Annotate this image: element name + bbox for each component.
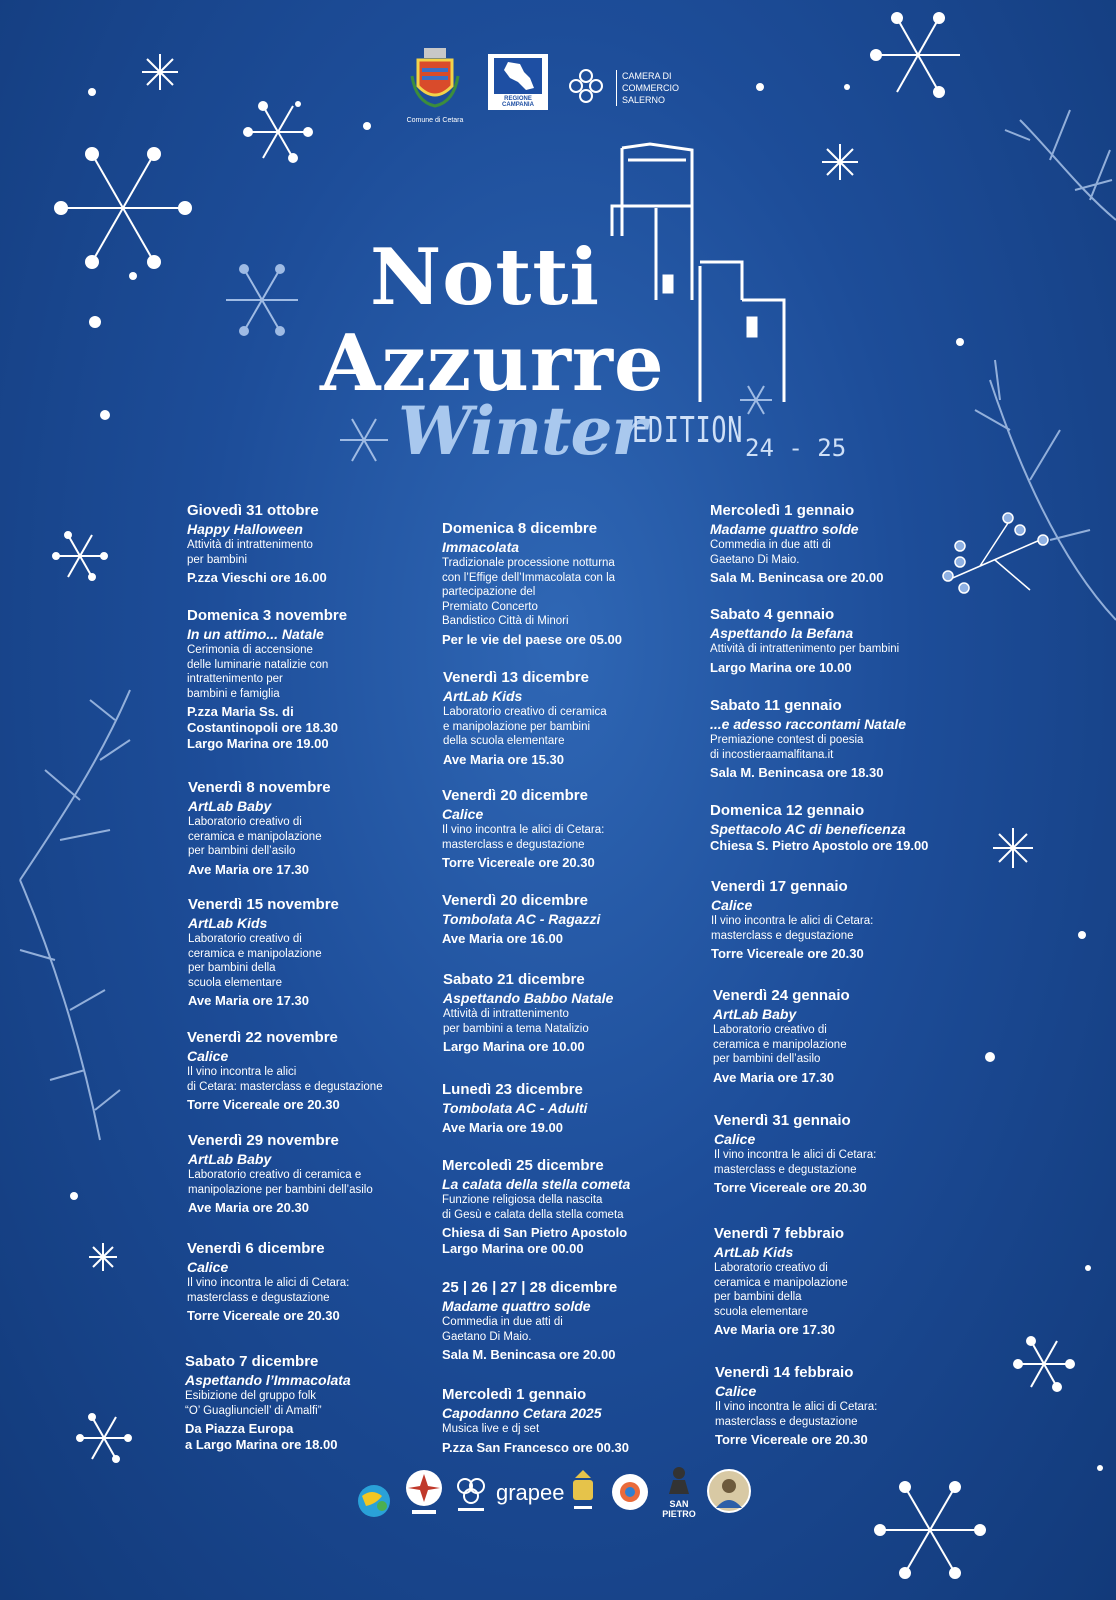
event-date: Venerdì 6 dicembre [187, 1240, 325, 1257]
event-place: Per le vie del paese ore 05.00 [442, 631, 622, 647]
event-desc: Il vino incontra le alici di Cetara: masterclass e degustazione [187, 1277, 350, 1304]
event-desc: Esibizione del gruppo folk “O’ Guagliunciell’ di Amalfi” [185, 1390, 322, 1417]
camera-line1: CAMERA DI COMMERCIO [622, 71, 679, 93]
event-item [442, 787, 704, 871]
event-desc: Tradizionale processione notturna con l’Effige dell’Immacolata con la partecipazione del Premiato Concerto Bandistico Città di Minori [442, 557, 616, 628]
event-place: Sala M. Benincasa ore 20.00 [710, 570, 884, 586]
snowflake-icon [993, 828, 1033, 868]
event-item [710, 697, 990, 781]
event-place: Sala M. Benincasa ore 18.30 [710, 765, 884, 781]
event-item [714, 1112, 976, 1196]
cetara-caption: Comune di Cetara [406, 117, 464, 124]
event-place: Largo Marina ore 10.00 [710, 659, 852, 675]
event-title: Calice [715, 1383, 757, 1399]
sponsor-emblem-icon [402, 1466, 446, 1520]
event-title: Aspettando l’Immacolata [185, 1372, 351, 1388]
event-title: Aspettando Babbo Natale [443, 990, 614, 1006]
event-title: Calice [442, 806, 484, 822]
event-date: Venerdì 7 febbraio [714, 1225, 845, 1242]
logo-camera-commercio [566, 66, 726, 106]
event-title: ArtLab Baby [188, 798, 272, 814]
event-desc: Commedia in due atti di Gaetano Di Maio. [710, 539, 831, 566]
snowflake-icon [740, 386, 772, 414]
event-place: Ave Maria ore 15.30 [443, 751, 564, 767]
regione-caption: REGIONE CAMPANIA [502, 96, 534, 108]
event-item [713, 987, 975, 1086]
event-date: Venerdì 22 novembre [187, 1029, 338, 1046]
event-item [715, 1364, 977, 1448]
event-place: Sala M. Benincasa ore 20.00 [442, 1347, 616, 1363]
event-date: Mercoledì 1 gennaio [710, 502, 855, 519]
event-title: ArtLab Baby [188, 1151, 272, 1167]
event-item [443, 971, 705, 1055]
event-date: Sabato 4 gennaio [710, 606, 835, 623]
event-title: Spettacolo AC di beneficenza [710, 821, 906, 837]
event-title: Calice [714, 1131, 756, 1147]
event-desc: Laboratorio creativo di ceramica e manipolazione per bambini dell’asilo [188, 1169, 373, 1196]
event-date: Mercoledì 1 gennaio [442, 1386, 587, 1403]
event-desc: Laboratorio creativo di ceramica e manipolazione per bambini della scuola elementare [443, 706, 607, 748]
event-place: Largo Marina ore 10.00 [443, 1039, 585, 1055]
snowflake-icon [875, 1482, 985, 1578]
event-date: Venerdì 13 dicembre [443, 669, 589, 686]
event-title: ArtLab Baby [713, 1006, 797, 1022]
event-title: Happy Halloween [187, 521, 303, 537]
event-title: Calice [711, 897, 753, 913]
event-item [188, 1132, 450, 1216]
event-date: Venerdì 29 novembre [188, 1132, 339, 1149]
event-date: Domenica 3 novembre [187, 607, 348, 624]
event-item [442, 1157, 712, 1257]
event-item [187, 1029, 437, 1113]
event-title: ArtLab Kids [714, 1244, 794, 1260]
event-item [710, 502, 972, 586]
event-title: ArtLab Kids [443, 688, 523, 704]
event-title: ...e adesso raccontami Natale [710, 716, 907, 732]
event-date: Domenica 8 dicembre [442, 520, 598, 537]
snowflake-icon [77, 1414, 131, 1462]
event-item [187, 502, 449, 586]
event-item [185, 1353, 447, 1453]
event-item [442, 520, 704, 648]
event-item [442, 1279, 704, 1363]
event-desc: Laboratorio creativo di ceramica e manipolazione per bambini della scuola elementare [188, 933, 322, 989]
event-item [188, 779, 450, 878]
event-desc: Laboratorio creativo di ceramica e manipolazione per bambini dell’asilo [188, 816, 322, 858]
event-item [710, 606, 972, 676]
event-place: Ave Maria ore 19.00 [442, 1120, 563, 1135]
snowflake-icon [89, 1243, 117, 1271]
sponsor-logos [350, 1462, 770, 1522]
event-date: Venerdì 20 dicembre [442, 787, 588, 804]
san-pietro-label: SAN PIETRO [662, 1499, 696, 1519]
institutional-logos [0, 40, 1116, 130]
papal-crest-icon [566, 1468, 600, 1520]
event-place: Ave Maria ore 17.30 [714, 1322, 835, 1338]
event-date: Venerdì 17 gennaio [711, 878, 848, 895]
event-place: Ave Maria ore 20.30 [188, 1200, 309, 1216]
event-place: Ave Maria ore 17.30 [188, 993, 309, 1009]
event-title: La calata della stella cometa [442, 1176, 631, 1192]
event-place: Torre Vicereale ore 20.30 [711, 946, 864, 962]
event-date: Venerdì 24 gennaio [713, 987, 850, 1004]
event-date: Venerdì 15 novembre [188, 896, 339, 913]
logo-regione-campania [488, 54, 548, 110]
event-desc: Funzione religiosa della nascita di Gesù e calata della stella cometa [442, 1194, 624, 1221]
event-place: P.zza Maria Ss. di Costantinopoli ore 18.30 Largo Marina ore 19.00 [187, 704, 338, 752]
event-title: Tombolata AC - Ragazzi [442, 911, 601, 927]
title-line2: Azzurre [320, 318, 665, 409]
event-date: Sabato 21 dicembre [443, 971, 585, 988]
event-place: Torre Vicereale ore 20.30 [187, 1097, 340, 1113]
branch-icon [20, 880, 120, 1140]
event-date: Giovedì 31 ottobre [187, 502, 319, 519]
event-place: Torre Vicereale ore 20.30 [715, 1432, 868, 1448]
event-item [188, 896, 450, 1009]
event-place: P.zza Vieschi ore 16.00 [187, 570, 327, 586]
event-title: In un attimo... Natale [187, 626, 324, 642]
knot-icon [566, 66, 606, 106]
event-date: Mercoledì 25 dicembre [442, 1157, 604, 1174]
event-date: Venerdì 20 dicembre [442, 892, 588, 909]
snowflake-icon [55, 148, 191, 268]
event-item [442, 1386, 704, 1456]
event-title: Tombolata AC - Adulti [442, 1100, 588, 1116]
saint-figure-icon [664, 1464, 694, 1494]
event-item [714, 1225, 976, 1338]
event-item [442, 892, 704, 947]
event-date: Venerdì 14 febbraio [715, 1364, 854, 1381]
event-desc: Il vino incontra le alici di Cetara: masterclass e degustazione [187, 1066, 383, 1093]
logo-comune-cetara [400, 46, 470, 124]
event-desc: Il vino incontra le alici di Cetara: masterclass e degustazione [442, 824, 605, 851]
event-date: Sabato 11 gennaio [710, 697, 842, 714]
sponsor-globe-icon [352, 1482, 396, 1520]
event-date: 25 | 26 | 27 | 28 dicembre [442, 1279, 618, 1296]
snowflake-icon [340, 419, 388, 461]
edition-label: EDITION [632, 410, 744, 451]
event-place: Chiesa di San Pietro Apostolo Largo Marina ore 00.00 [442, 1225, 628, 1257]
event-item [711, 878, 973, 962]
event-date: Sabato 7 dicembre [185, 1353, 319, 1370]
event-place: Torre Vicereale ore 20.30 [187, 1308, 340, 1324]
sponsor-round-logo-icon [610, 1472, 650, 1512]
coat-of-arms-icon [410, 46, 460, 110]
event-title: Capodanno Cetara 2025 [442, 1405, 602, 1421]
event-place: Ave Maria ore 17.30 [188, 861, 309, 877]
event-title: Madame quattro solde [710, 521, 859, 537]
winter-script: Winter [398, 392, 646, 470]
title-line1: Notti [370, 232, 601, 323]
event-title: Immacolata [442, 539, 520, 555]
event-title: ArtLab Kids [188, 915, 268, 931]
event-desc: Attività di intrattenimento per bambini [187, 539, 313, 566]
event-desc: Il vino incontra le alici di Cetara: masterclass e degustazione [714, 1149, 877, 1176]
event-item [710, 802, 990, 854]
branch-icon [975, 360, 1116, 620]
event-title: Calice [187, 1048, 229, 1064]
event-desc: Attività di intrattenimento per bambini a tema Natalizio [443, 1008, 589, 1035]
event-place: Torre Vicereale ore 20.30 [442, 855, 595, 871]
event-date: Venerdì 8 novembre [188, 779, 331, 796]
event-place: Da Piazza Europa a Largo Marina ore 18.00 [185, 1421, 338, 1453]
snowflake-icon [1014, 1337, 1074, 1391]
event-desc: Il vino incontra le alici di Cetara: masterclass e degustazione [711, 915, 874, 942]
event-date: Venerdì 31 gennaio [714, 1112, 851, 1129]
event-desc: Il vino incontra le alici di Cetara: masterclass e degustazione [715, 1401, 878, 1428]
event-place: Torre Vicereale ore 20.30 [714, 1180, 867, 1196]
event-desc: Cerimonia di accensione delle luminarie natalizie con intrattenimento per bambini e famiglia [187, 644, 329, 700]
ambientarti-icon [454, 1474, 488, 1514]
snowflake-icon [822, 144, 858, 180]
sponsor-grapee: grapee [496, 1480, 565, 1505]
event-item [443, 669, 705, 768]
event-item [187, 607, 449, 752]
event-title: Aspettando la Befana [710, 625, 854, 641]
event-desc: Musica live e dj set [442, 1423, 540, 1435]
event-desc: Premiazione contest di poesia di incostieraamalfitana.it [710, 734, 864, 761]
event-desc: Laboratorio creativo di ceramica e manipolazione per bambini della scuola elementare [714, 1262, 848, 1318]
event-place: Ave Maria ore 16.00 [442, 931, 563, 946]
camera-line2: SALERNO [622, 95, 666, 105]
sponsor-san-pietro [656, 1464, 702, 1519]
event-place: Ave Maria ore 17.30 [713, 1069, 834, 1085]
event-date: Domenica 12 gennaio [710, 802, 865, 819]
event-desc: Attività di intrattenimento per bambini [710, 643, 900, 655]
years-label: 24 - 25 [745, 434, 847, 462]
event-date: Lunedì 23 dicembre [442, 1081, 583, 1098]
snowflake-icon [226, 265, 298, 335]
event-desc: Commedia in due atti di Gaetano Di Maio. [442, 1316, 563, 1343]
event-desc: Laboratorio creativo di ceramica e manipolazione per bambini dell’asilo [713, 1024, 847, 1066]
event-place: Chiesa S. Pietro Apostolo ore 19.00 [710, 838, 929, 853]
region-map-icon [494, 58, 542, 94]
event-title: Madame quattro solde [442, 1298, 591, 1314]
sponsor-portrait-icon [706, 1468, 752, 1514]
event-title: Calice [187, 1259, 229, 1275]
snowflake-icon [53, 532, 107, 580]
event-place: P.zza San Francesco ore 00.30 [442, 1439, 629, 1455]
event-item [442, 1081, 704, 1136]
event-item [187, 1240, 449, 1324]
branch-icon [20, 690, 130, 880]
